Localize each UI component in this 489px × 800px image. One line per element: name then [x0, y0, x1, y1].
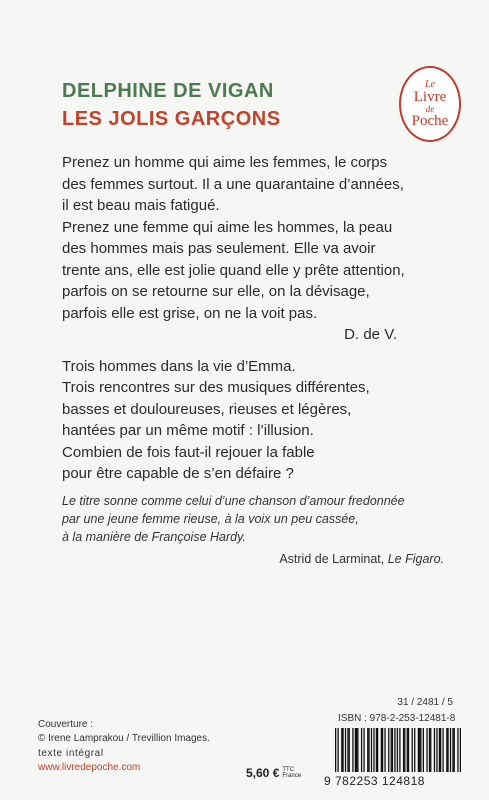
- barcode-bar: [450, 728, 451, 772]
- barcode-bar: [382, 728, 383, 772]
- blurb-signature: D. de V.: [344, 326, 397, 343]
- barcode-bar: [429, 728, 430, 772]
- barcode-bar: [418, 728, 419, 772]
- barcode-bar: [399, 728, 400, 772]
- barcode-bar: [355, 728, 356, 772]
- barcode-bar: [407, 728, 408, 772]
- credits-photo: © Irene Lamprakou / Trevillion Images.: [38, 732, 210, 744]
- barcode-bar: [363, 728, 364, 772]
- barcode-icon: [335, 728, 461, 772]
- barcode-bar: [439, 728, 440, 772]
- author-name: DELPHINE DE VIGAN: [62, 80, 274, 102]
- barcode-bar: [454, 728, 455, 772]
- blurb-line: des femmes surtout. Il a une quarantaine d’années,: [62, 175, 404, 193]
- barcode-bar: [436, 728, 437, 772]
- barcode-bar: [442, 728, 443, 772]
- credits-label: Couverture :: [38, 719, 94, 730]
- barcode-bar: [447, 728, 448, 772]
- barcode-bar: [347, 728, 348, 772]
- barcode-bar: [352, 728, 353, 772]
- barcode-bar: [440, 728, 441, 772]
- barcode-bar: [397, 728, 398, 772]
- barcode-bar: [452, 728, 453, 772]
- barcode-bar: [404, 728, 405, 772]
- cover-credits: [38, 718, 210, 774]
- blurb-spacer: [62, 346, 442, 356]
- price-tax-note: [282, 767, 301, 779]
- barcode-bar: [446, 728, 447, 772]
- text-type: texte intégral: [38, 748, 104, 759]
- barcode-bar: [335, 728, 336, 772]
- barcode-bar: [371, 728, 372, 772]
- barcode-bar: [426, 728, 427, 772]
- blurb-line: pour être capable de s’en défaire ?: [62, 465, 294, 482]
- review-author: Astrid de Larminat,: [279, 552, 388, 566]
- publisher-website[interactable]: www.livredepoche.com: [38, 761, 141, 773]
- price-tag: [246, 766, 301, 780]
- price-country: France: [282, 773, 302, 779]
- barcode-bar: [349, 728, 350, 772]
- review-attribution: [62, 550, 462, 568]
- barcode-bar: [403, 728, 404, 772]
- logo-text-de: de: [425, 103, 435, 114]
- barcode-bar: [388, 728, 389, 772]
- blurb-line: Trois rencontres sur des musiques différentes,: [62, 379, 370, 396]
- barcode-digits: 9 782253 124818: [324, 774, 425, 788]
- blurb-line: des hommes mais pas seulement. Elle va avoir: [62, 240, 376, 257]
- barcode-bar: [414, 728, 415, 772]
- barcode-bar: [356, 728, 357, 772]
- blurb-line: parfois elle est grise, on ne la voit pas.: [62, 304, 318, 322]
- blurb-line: Combien de fois faut-il rejouer la fable: [62, 443, 315, 461]
- blurb-line: Prenez une femme qui aime les hommes, la peau: [62, 218, 393, 236]
- logo-text-le: Le: [425, 78, 435, 90]
- logo-text-livre: Livre: [413, 88, 447, 105]
- barcode-bar: [392, 728, 393, 772]
- blurb-line: parfois on se retourne sur elle, on la dévisage,: [62, 283, 370, 300]
- barcode-bar: [381, 728, 382, 772]
- isbn-number: ISBN : 978-2-253-12481-8: [338, 713, 456, 724]
- blurb-line: Trois hommes dans la vie d’Emma.: [62, 357, 296, 375]
- blurb-line: trente ans, elle est jolie quand elle y prête attention,: [62, 261, 405, 279]
- price-amount: 5,60 €: [246, 766, 280, 780]
- barcode-bar: [368, 728, 369, 772]
- book-blurb: [62, 152, 442, 485]
- press-review: [62, 492, 462, 568]
- blurb-line: basses et douloureuses, rieuses et légères,: [62, 400, 352, 418]
- catalog-reference: 31 / 2481 / 5: [397, 697, 453, 708]
- livre-de-poche-logo: [399, 66, 461, 142]
- barcode-bar: [361, 728, 362, 772]
- barcode-bar: [337, 728, 338, 772]
- barcode-bar: [412, 728, 413, 772]
- barcode-bar: [423, 728, 424, 772]
- book-title: LES JOLIS GARÇONS: [62, 108, 281, 130]
- barcode-bar: [434, 728, 435, 772]
- barcode-bar: [457, 728, 458, 772]
- review-source: Le Figaro.: [387, 552, 444, 566]
- barcode-bar: [419, 728, 420, 772]
- barcode-bar: [384, 728, 385, 772]
- blurb-line: hantées par un même motif : l’illusion.: [62, 422, 314, 439]
- review-line: par une jeune femme rieuse, à la voix un peu cassée,: [62, 512, 359, 526]
- blurb-line: il est beau mais fatigué.: [62, 197, 220, 214]
- price-ttc: TTC: [282, 767, 295, 773]
- barcode-bar: [367, 728, 368, 772]
- barcode-bar: [394, 728, 395, 772]
- barcode-bar: [377, 728, 378, 772]
- review-line: à la manière de Françoise Hardy.: [62, 530, 246, 544]
- barcode-bar: [357, 728, 358, 772]
- logo-text-poche: Poche: [411, 112, 449, 129]
- barcode-bar: [342, 728, 343, 772]
- barcode-bar: [376, 728, 377, 772]
- barcode-bar: [460, 728, 461, 772]
- barcode-bar: [373, 728, 374, 772]
- barcode-bar: [420, 728, 421, 772]
- barcode-bar: [345, 728, 346, 772]
- barcode-bar: [391, 728, 392, 772]
- review-line: Le titre sonne comme celui d’une chanson d’amour fredonnée: [62, 494, 405, 508]
- barcode-bar: [430, 728, 431, 772]
- barcode-bar: [408, 728, 409, 772]
- barcode-bar: [341, 728, 342, 772]
- blurb-line: Prenez un homme qui aime les femmes, le corps: [62, 154, 388, 171]
